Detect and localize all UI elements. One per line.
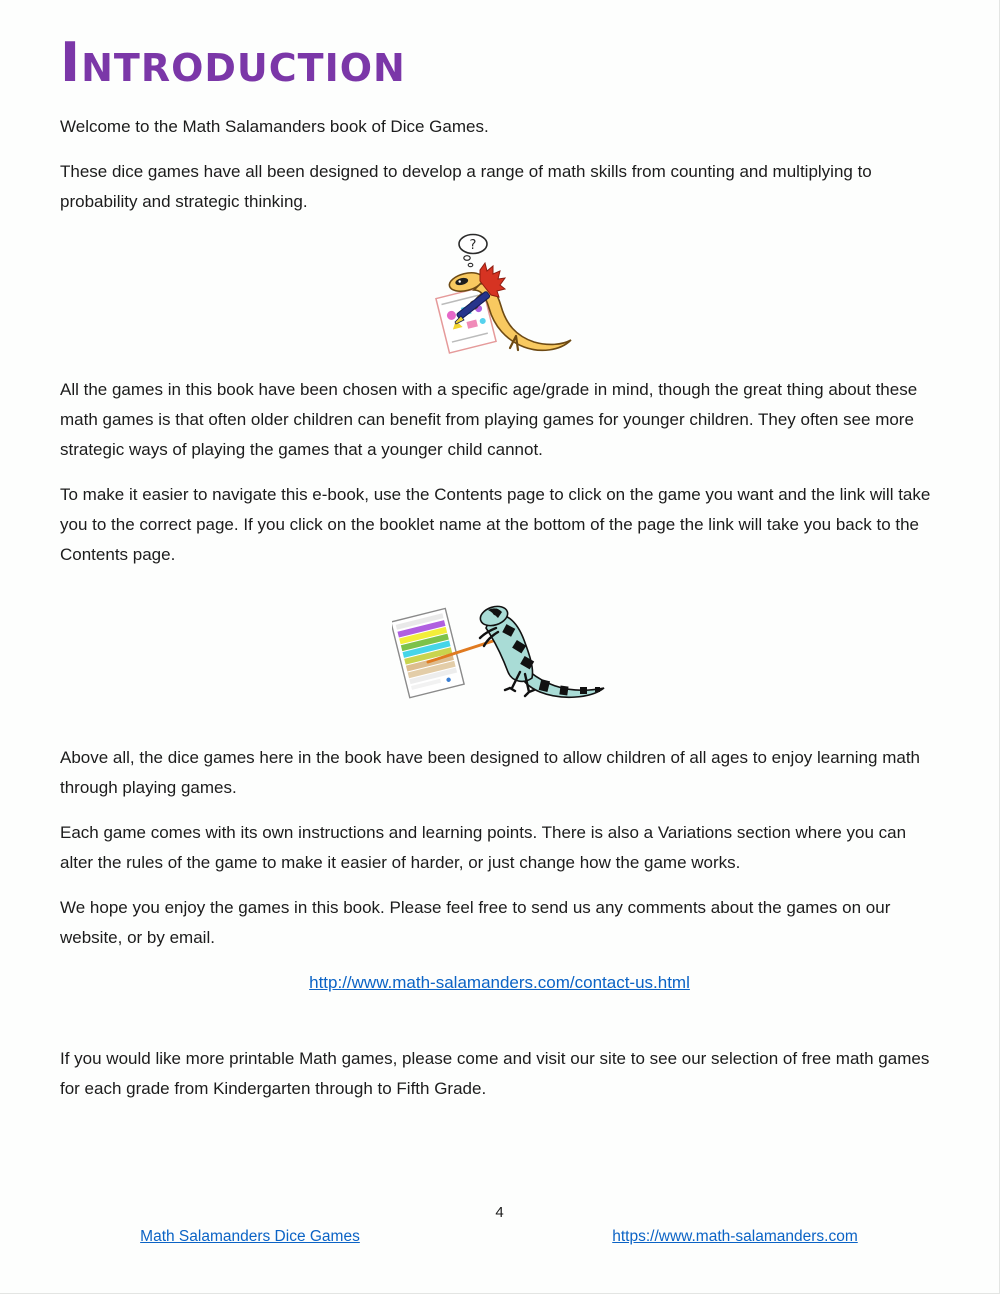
svg-text:?: ? [469,238,476,253]
contact-link-row [60,968,939,998]
paragraph-designed-skills: These dice games have all been designed to develop a range of math skills from counting and multiplying to probability and strategic thinking. [60,162,872,211]
page-title: Introduction [60,31,406,94]
contact-us-link[interactable]: http://www.math-salamanders.com/contact-us.html [309,973,690,992]
paragraph-instructions: Each game comes with its own instructions and learning points. There is also a Variations section where you can alter the rules of the game to make it easier of harder, or just change how the game works. [60,823,907,872]
salamander-spotted-body-icon [477,603,603,697]
paragraph-welcome: Welcome to the Math Salamanders book of Dice Games. [60,117,489,136]
paragraph-age-grade: All the games in this book have been chosen with a specific age/grade in mind, though the great thing about these math games is that often older children can benefit from playing games for younger children. They often see more strategic ways of playing the games that a younger child cannot. [60,380,918,459]
paragraph-more-games: If you would like more printable Math games, please come and visit our site to see our selection of free math games for each grade from Kindergarten through to Fifth Grade. [60,1049,930,1098]
salamander-chart-illustration-icon [392,600,608,706]
paragraph-above-all: Above all, the dice games here in the book have been designed to allow children of all ages to enjoy learning math through playing games. [60,748,921,797]
footer-booklet-link[interactable]: Math Salamanders Dice Games [140,1228,360,1245]
figure-salamander-chart [60,600,939,711]
salamander-writing-illustration-icon [424,232,576,354]
page-number: 4 [495,1204,504,1221]
paragraph-navigation: To make it easier to navigate this e-book, use the Contents page to click on the game you want and the link will take you to the correct page. If you click on the booklet name at the bottom of the page the link will take you back to the Contents page. [60,485,931,564]
paragraph-enjoy: We hope you enjoy the games in this book. Please feel free to send us any comments about the games on our website, or by email. [60,898,891,947]
thought-bubble-icon [459,235,487,267]
figure-salamander-writing [60,232,939,359]
footer-site-link[interactable]: https://www.math-salamanders.com [612,1228,858,1245]
